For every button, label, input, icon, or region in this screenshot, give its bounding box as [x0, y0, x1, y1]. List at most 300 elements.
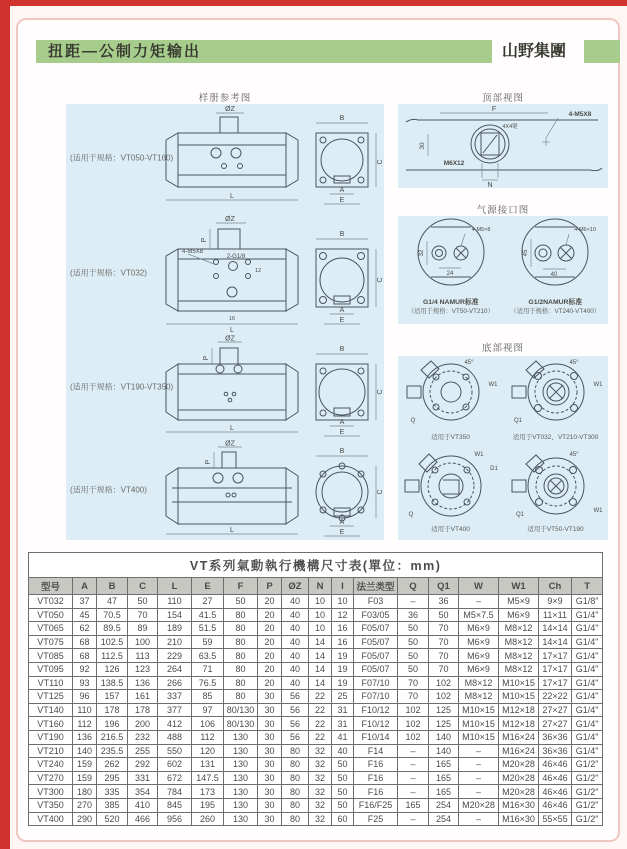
column-header: F — [224, 578, 258, 595]
column-header: B — [97, 578, 128, 595]
dim-cell: 55×55 — [539, 812, 572, 826]
dim-cell: 32 — [309, 812, 332, 826]
dim-cell: 138.5 — [97, 676, 128, 690]
dim-cell: M10×15 — [459, 703, 499, 717]
dim-cell: – — [459, 758, 499, 772]
dim-cell: 100 — [128, 635, 158, 649]
dim-label-b: B — [339, 115, 345, 122]
dim-cell: 270 — [73, 798, 97, 812]
dim-cell: 36 — [398, 608, 429, 622]
dim-cell: 56 — [282, 703, 309, 717]
dim-cell: 93 — [73, 676, 97, 690]
dim-label-a: A — [339, 419, 345, 426]
dim-label-w1: W1 — [593, 508, 602, 514]
dim-cell: 70 — [128, 608, 158, 622]
bottom-view-drawing-vt032 — [506, 356, 606, 430]
dim-cell: – — [459, 744, 499, 758]
top-view-drawing — [398, 104, 608, 188]
dim-cell: 120 — [192, 744, 224, 758]
dim-cell: 80 — [282, 758, 309, 772]
dim-cell: 173 — [192, 785, 224, 799]
bottom-view-drawing-vt400 — [401, 448, 501, 522]
air-port-drawing-g14 — [403, 216, 499, 290]
drawing-block-vt032 — [66, 212, 384, 334]
dim-label-40: 40 — [550, 272, 558, 278]
dim-cell: M6×9 — [459, 622, 499, 636]
dim-cell: F10/12 — [354, 703, 398, 717]
dim-label-a: A — [339, 519, 345, 526]
dim-label-c: C — [377, 159, 384, 165]
dim-cell: 50 — [332, 771, 354, 785]
dim-cell: 32 — [309, 771, 332, 785]
dim-cell: 20 — [258, 622, 282, 636]
dim-cell: 130 — [224, 785, 258, 799]
dim-cell: 46×46 — [539, 785, 572, 799]
dim-cell: 10 — [332, 595, 354, 609]
dim-cell: G1/4" — [572, 690, 603, 704]
dim-cell: 76.5 — [192, 676, 224, 690]
dim-cell: 46×46 — [539, 771, 572, 785]
dim-cell: G1/4" — [572, 744, 603, 758]
dim-cell: 165 — [398, 798, 429, 812]
table-row — [29, 595, 603, 609]
table-header-row — [29, 578, 603, 595]
model-cell: VT095 — [29, 662, 73, 676]
dim-cell: 30 — [258, 703, 282, 717]
dim-cell: 784 — [158, 785, 192, 799]
dim-label-z: ØZ — [225, 216, 235, 223]
dim-cell: 178 — [128, 703, 158, 717]
reference-drawings-panel — [66, 104, 384, 540]
dim-cell: 30 — [258, 730, 282, 744]
bolt-spec-label: 4-M5X8 — [182, 249, 204, 255]
dim-cell: G1/4" — [572, 730, 603, 744]
model-cell: VT270 — [29, 771, 73, 785]
dim-cell: 412 — [158, 717, 192, 731]
dim-cell: 56 — [282, 717, 309, 731]
dim-cell: 56 — [282, 730, 309, 744]
model-cell: VT400 — [29, 812, 73, 826]
dim-cell: 31 — [332, 703, 354, 717]
dim-cell: 36×36 — [539, 744, 572, 758]
dim-cell: 80 — [224, 662, 258, 676]
dim-cell: 40 — [282, 662, 309, 676]
dim-cell: 17×17 — [539, 649, 572, 663]
bottom-view-caption: 适用于VT400 — [431, 526, 470, 533]
dim-cell: M6×9 — [499, 608, 539, 622]
dim-cell: 126 — [97, 662, 128, 676]
column-header: Ch — [539, 578, 572, 595]
dim-cell: 50 — [429, 608, 459, 622]
dim-cell: M12×18 — [499, 703, 539, 717]
dim-cell: 22 — [309, 717, 332, 731]
model-cell: VT125 — [29, 690, 73, 704]
table-title-row — [29, 553, 603, 578]
dim-cell: 56 — [282, 690, 309, 704]
bottom-view-vt350 — [398, 356, 503, 448]
dim-cell: 63.5 — [192, 649, 224, 663]
dim-cell: 27×27 — [539, 703, 572, 717]
column-header: Q — [398, 578, 429, 595]
dim-cell: 27 — [192, 595, 224, 609]
dim-cell: M10×15 — [459, 730, 499, 744]
dim-cell: 210 — [158, 635, 192, 649]
bottom-view-panel — [398, 356, 608, 540]
dim-cell: 147.5 — [192, 771, 224, 785]
air-port-caption: （适用于规格：VT240-VT400） — [510, 308, 600, 315]
dim-cell: 47 — [97, 595, 128, 609]
bottom-view-caption: 适用于VT350 — [431, 434, 470, 441]
air-ports-panel — [398, 216, 608, 324]
dim-cell: 290 — [73, 812, 97, 826]
top-view-panel — [398, 104, 608, 188]
dim-label-p: P — [205, 459, 212, 465]
model-cell: VT190 — [29, 730, 73, 744]
dim-cell: 216.5 — [97, 730, 128, 744]
dim-label-12: 12 — [254, 268, 262, 274]
table-row — [29, 744, 603, 758]
dim-cell: 131 — [192, 758, 224, 772]
dim-cell: 27×27 — [539, 717, 572, 731]
dim-cell: G1/2" — [572, 812, 603, 826]
dim-cell: 165 — [429, 785, 459, 799]
dim-cell: 140 — [429, 744, 459, 758]
dim-cell: 70 — [429, 622, 459, 636]
dim-cell: M8×12 — [499, 662, 539, 676]
drawing-caption: (适用于规格：VT400) — [70, 485, 147, 495]
dim-cell: – — [398, 758, 429, 772]
dim-cell: M5×7.5 — [459, 608, 499, 622]
dim-cell: 40 — [332, 744, 354, 758]
dim-cell: 50 — [332, 798, 354, 812]
table-row — [29, 635, 603, 649]
dim-cell: 17×17 — [539, 662, 572, 676]
dim-cell: M16×30 — [499, 812, 539, 826]
dim-cell: 59 — [192, 635, 224, 649]
dim-cell: 672 — [158, 771, 192, 785]
dim-cell: 130 — [224, 730, 258, 744]
dim-label-30: 30 — [419, 142, 426, 150]
dim-cell: 189 — [158, 622, 192, 636]
dim-cell: 70.5 — [97, 608, 128, 622]
dim-cell: 30 — [258, 785, 282, 799]
dim-cell: – — [398, 744, 429, 758]
dim-cell: 32 — [309, 744, 332, 758]
dim-cell: F16 — [354, 771, 398, 785]
column-header: T — [572, 578, 603, 595]
column-header: 法兰类型 — [354, 578, 398, 595]
dim-cell: M20×28 — [499, 758, 539, 772]
dim-cell: F05/07 — [354, 622, 398, 636]
model-cell: VT110 — [29, 676, 73, 690]
dim-cell: 70 — [398, 690, 429, 704]
dim-cell: 165 — [429, 758, 459, 772]
dim-cell: 30 — [258, 798, 282, 812]
bottom-view-drawing-vt350 — [401, 356, 501, 430]
dim-cell: 110 — [73, 703, 97, 717]
dim-cell: G1/4" — [572, 649, 603, 663]
table-row — [29, 622, 603, 636]
dim-label-z: ØZ — [225, 106, 235, 113]
dim-cell: 70 — [429, 649, 459, 663]
dim-cell: 20 — [258, 662, 282, 676]
dim-cell: F07/10 — [354, 690, 398, 704]
dim-cell: 10 — [309, 622, 332, 636]
dim-cell: 14 — [309, 635, 332, 649]
table-row — [29, 662, 603, 676]
dim-label-w1: W1 — [593, 382, 602, 388]
dim-cell: 266 — [158, 676, 192, 690]
dim-cell: 20 — [258, 649, 282, 663]
dim-cell: 113 — [128, 649, 158, 663]
page-title: 扭距—公制力矩输出 — [36, 40, 492, 63]
dim-cell: 254 — [429, 798, 459, 812]
column-header: A — [73, 578, 97, 595]
dim-cell: M20×28 — [499, 771, 539, 785]
bolt-spec-label: 4-M6×10 — [574, 227, 597, 233]
dim-cell: 102 — [398, 717, 429, 731]
dim-cell: 292 — [128, 758, 158, 772]
thread-spec-label: M6X12 — [443, 160, 465, 167]
dim-cell: 50 — [128, 595, 158, 609]
dim-cell: 45 — [73, 608, 97, 622]
dim-cell: 80 — [224, 690, 258, 704]
dim-label-f: F — [491, 106, 497, 113]
dim-cell: – — [459, 785, 499, 799]
drawing-block-vt050-vt160 — [66, 104, 384, 212]
dim-cell: 331 — [128, 771, 158, 785]
dim-cell: 159 — [73, 758, 97, 772]
dim-cell: 68 — [73, 635, 97, 649]
dim-cell: 125 — [429, 717, 459, 731]
dim-cell: 68 — [73, 649, 97, 663]
dim-cell: 159 — [73, 771, 97, 785]
dim-cell: – — [398, 812, 429, 826]
dim-cell: 37 — [73, 595, 97, 609]
dim-cell: 232 — [128, 730, 158, 744]
dim-cell: – — [398, 785, 429, 799]
section-title-bottom-view: 底部视图 — [481, 343, 524, 354]
dim-cell: 30 — [258, 771, 282, 785]
dim-label-l: L — [230, 193, 234, 200]
dim-cell: 165 — [429, 771, 459, 785]
actuator-drawing-vt050-vt160 — [158, 104, 384, 212]
dim-cell: 97 — [192, 703, 224, 717]
bottom-view-caption: 适用于VT032、VT210-VT300 — [512, 434, 599, 441]
dim-cell: 50 — [398, 662, 429, 676]
dim-cell: 112 — [73, 717, 97, 731]
key-spec-label: 4X4键 — [502, 124, 518, 130]
dim-cell: G1/2" — [572, 785, 603, 799]
dim-cell: 71 — [192, 662, 224, 676]
dim-cell: M6×9 — [459, 662, 499, 676]
dim-cell: 195 — [192, 798, 224, 812]
dim-cell: F05/07 — [354, 649, 398, 663]
dim-cell: 80 — [282, 771, 309, 785]
dim-cell: 80 — [224, 649, 258, 663]
dim-label-n: N — [487, 182, 493, 188]
dim-cell: 488 — [158, 730, 192, 744]
dimension-table-wrapper — [28, 552, 603, 826]
air-port-standard-name: G1/4 NAMUR标准 — [423, 299, 479, 306]
dim-cell: 956 — [158, 812, 192, 826]
dim-cell: 20 — [258, 635, 282, 649]
dim-cell: 14 — [309, 662, 332, 676]
dim-cell: G1/4" — [572, 622, 603, 636]
dim-cell: 22 — [309, 703, 332, 717]
dim-cell: 12 — [332, 608, 354, 622]
dim-cell: 80 — [282, 785, 309, 799]
dim-label-b: B — [339, 448, 345, 455]
dim-cell: – — [459, 812, 499, 826]
dim-cell: 80 — [224, 622, 258, 636]
dim-cell: G1/4" — [572, 662, 603, 676]
table-row — [29, 717, 603, 731]
table-row — [29, 649, 603, 663]
dim-cell: 20 — [258, 595, 282, 609]
dim-cell: 180 — [73, 785, 97, 799]
dim-cell: 50 — [332, 785, 354, 799]
dim-label-c: C — [377, 277, 384, 283]
dim-cell: 46×46 — [539, 798, 572, 812]
dim-cell: 295 — [97, 771, 128, 785]
dim-cell: 30 — [258, 717, 282, 731]
dim-cell: 50 — [398, 622, 429, 636]
dim-label-e: E — [339, 429, 345, 436]
dim-cell: 30 — [258, 690, 282, 704]
dim-cell: F03 — [354, 595, 398, 609]
dim-cell: 9×9 — [539, 595, 572, 609]
dim-cell: F10/14 — [354, 730, 398, 744]
dim-cell: G1/2" — [572, 758, 603, 772]
drawing-block-vt400 — [66, 440, 384, 540]
dim-cell: G1/4" — [572, 676, 603, 690]
dim-cell: 262 — [97, 758, 128, 772]
dim-cell: G1/4" — [572, 703, 603, 717]
angle-label: 45° — [463, 360, 474, 366]
bottom-view-drawing-vt50 — [506, 448, 606, 522]
dim-cell: 110 — [158, 595, 192, 609]
dim-cell: 50 — [332, 758, 354, 772]
dim-label-w1: W1 — [488, 382, 497, 388]
actuator-drawing-vt190-vt350 — [158, 334, 384, 440]
dim-cell: M8×12 — [499, 622, 539, 636]
dim-label-32: 32 — [418, 249, 425, 257]
dim-cell: 70 — [398, 676, 429, 690]
dim-label-w1: W1 — [474, 452, 483, 458]
table-row — [29, 676, 603, 690]
dim-label-q: Q — [408, 512, 413, 518]
dim-cell: 264 — [158, 662, 192, 676]
dim-cell: 102 — [398, 730, 429, 744]
model-cell: VT210 — [29, 744, 73, 758]
angle-label: 45° — [568, 452, 579, 458]
dim-cell: F25 — [354, 812, 398, 826]
dim-cell: 102 — [398, 703, 429, 717]
dim-cell: G1/4" — [572, 608, 603, 622]
dim-cell: 50 — [224, 595, 258, 609]
column-header: P — [258, 578, 282, 595]
dim-cell: 80 — [224, 635, 258, 649]
dim-cell: 196 — [97, 717, 128, 731]
bottom-view-vt032-vt210-vt300 — [503, 356, 608, 448]
dim-cell: 40 — [282, 649, 309, 663]
dim-cell: 20 — [258, 676, 282, 690]
dim-cell: 102.5 — [97, 635, 128, 649]
actuator-drawing-vt032 — [158, 212, 384, 334]
dim-cell: M8×12 — [459, 676, 499, 690]
dim-cell: G1/2" — [572, 798, 603, 812]
section-title-top-view: 顶部视图 — [481, 93, 524, 104]
drawing-caption: (适用于规格：VT050-VT160) — [70, 153, 174, 163]
dim-cell: 178 — [97, 703, 128, 717]
dim-cell: 89.5 — [97, 622, 128, 636]
air-port-caption: （适用于规格：VT50-VT210） — [407, 308, 494, 315]
dim-cell: 36×36 — [539, 730, 572, 744]
dim-cell: 845 — [158, 798, 192, 812]
table-row — [29, 703, 603, 717]
dim-cell: 140 — [73, 744, 97, 758]
dim-cell: F16/F25 — [354, 798, 398, 812]
actuator-drawing-vt400 — [158, 440, 384, 540]
dim-cell: 31 — [332, 717, 354, 731]
dim-cell: M12×18 — [499, 717, 539, 731]
column-header: E — [192, 578, 224, 595]
dim-label-p: P — [201, 237, 208, 243]
dim-cell: 200 — [128, 717, 158, 731]
dim-cell: 80/130 — [224, 703, 258, 717]
air-port-figure-g12 — [505, 216, 605, 315]
drawing-caption: (适用于规格：VT190-VT350) — [70, 382, 174, 392]
dim-cell: M6×9 — [459, 635, 499, 649]
dim-cell: 102 — [429, 690, 459, 704]
dim-cell: M8×12 — [499, 635, 539, 649]
dim-label-c: C — [377, 489, 384, 495]
dim-label-q: Q — [410, 418, 415, 424]
dim-label-e: E — [339, 529, 345, 536]
dim-label-l: L — [230, 425, 234, 432]
dim-cell: 36 — [429, 595, 459, 609]
dim-cell: 80 — [282, 798, 309, 812]
dim-cell: 25 — [332, 690, 354, 704]
dim-cell: 466 — [128, 812, 158, 826]
dim-label-24: 24 — [446, 271, 454, 277]
dim-label-q1: Q1 — [513, 418, 522, 424]
angle-label: 45° — [568, 360, 579, 366]
dim-label-e: E — [339, 317, 345, 324]
dim-cell: 32 — [309, 798, 332, 812]
model-cell: VT300 — [29, 785, 73, 799]
dim-cell: 20 — [258, 608, 282, 622]
dim-cell: 17×17 — [539, 676, 572, 690]
dim-label-p: P — [203, 355, 210, 361]
air-port-figure-g14 — [401, 216, 501, 315]
dim-label-45: 45 — [523, 249, 530, 257]
table-row — [29, 812, 603, 826]
bottom-view-vt400 — [398, 448, 503, 540]
dim-cell: 154 — [158, 608, 192, 622]
column-header: ØZ — [282, 578, 309, 595]
column-header: 型号 — [29, 578, 73, 595]
model-cell: VT050 — [29, 608, 73, 622]
dim-cell: 106 — [192, 717, 224, 731]
dim-cell: 14×14 — [539, 622, 572, 636]
dim-cell: 32 — [309, 758, 332, 772]
dim-cell: 70 — [429, 662, 459, 676]
dim-cell: F05/07 — [354, 662, 398, 676]
dim-cell: 80 — [282, 812, 309, 826]
dim-cell: 410 — [128, 798, 158, 812]
